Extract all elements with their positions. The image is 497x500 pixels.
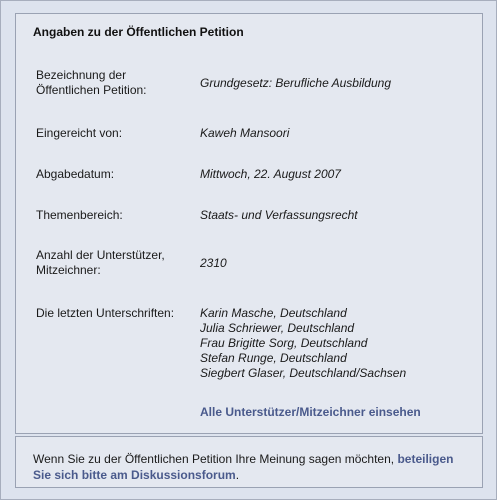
bezeichnung-label-line1: Bezeichnung der (36, 68, 127, 82)
anzahl-value: 2310 (200, 256, 227, 270)
all-supporters-link[interactable]: Alle Unterstützer/Mitzeichner einsehen (200, 405, 421, 419)
bezeichnung-label (36, 68, 186, 98)
signature-list (200, 306, 480, 381)
footer-text-lead: Wenn Sie zu der Öffentlichen Petition Ihre Meinung sagen möchten, (33, 452, 398, 466)
anzahl-label (36, 248, 186, 278)
abgabedatum-value: Mittwoch, 22. August 2007 (200, 167, 341, 181)
eingereicht-label: Eingereicht von: (36, 126, 123, 140)
eingereicht-value: Kaweh Mansoori (200, 126, 290, 140)
signature-item: Siegbert Glaser, Deutschland/Sachsen (200, 366, 407, 380)
signature-item: Julia Schriewer, Deutschland (200, 321, 355, 335)
anzahl-label-line1: Anzahl der Unterstützer, (36, 248, 165, 262)
bezeichnung-value: Grundgesetz: Berufliche Ausbildung (200, 76, 392, 90)
panel-header (15, 13, 483, 50)
footer-text (33, 451, 473, 483)
bezeichnung-label-line2: Öffentlichen Petition: (36, 83, 147, 97)
anzahl-label-line2: Mitzeichner: (36, 263, 101, 277)
signature-item: Karin Masche, Deutschland (200, 306, 347, 320)
signature-item: Frau Brigitte Sorg, Deutschland (200, 336, 368, 350)
themenbereich-label: Themenbereich: (36, 208, 123, 222)
unterschriften-label: Die letzten Unterschriften: (36, 306, 175, 320)
themenbereich-value: Staats- und Verfassungsrecht (200, 208, 358, 222)
petition-details (15, 48, 483, 434)
signature-item: Stefan Runge, Deutschland (200, 351, 347, 365)
discussion-forum-link[interactable]: beteiligen Sie sich bitte am Diskussionsforum (33, 452, 454, 482)
abgabedatum-label: Abgabedatum: (36, 167, 115, 181)
discussion-footer (15, 436, 483, 488)
panel-title: Angaben zu der Öffentlichen Petition (33, 25, 244, 39)
footer-text-end: . (235, 468, 240, 482)
